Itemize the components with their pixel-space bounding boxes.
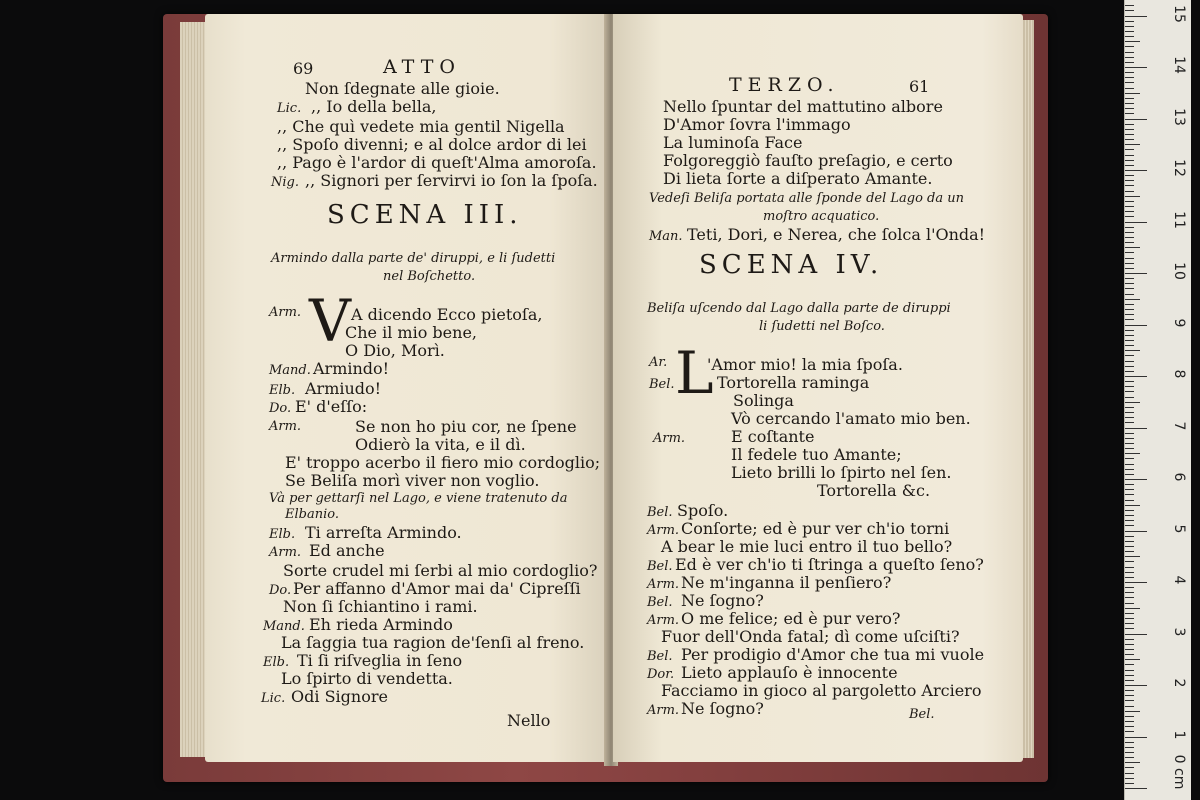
drop-cap: L (675, 339, 714, 407)
ruler-tick (1125, 634, 1147, 635)
speaker-label: Arm. (647, 613, 680, 628)
ruler-tick (1125, 757, 1134, 758)
text-line: Ti arreſta Armindo. (305, 523, 462, 542)
ruler-tick (1125, 659, 1140, 660)
speaker-label: Elb. (269, 527, 296, 542)
stage-direction: Elbanio. (285, 507, 339, 522)
ruler-tick (1125, 283, 1134, 284)
ruler-tick (1125, 160, 1134, 161)
speaker-label: Arm. (269, 305, 302, 320)
ruler-tick (1125, 752, 1134, 753)
ruler-tick (1125, 675, 1134, 676)
ruler-tick (1125, 664, 1134, 665)
ruler-tick (1125, 407, 1134, 408)
text-line: ,, Signori per ſervirvi io ſon la ſpoſa. (305, 171, 598, 190)
speaker-label: Arm. (653, 431, 686, 446)
ruler-tick (1125, 247, 1140, 248)
page-number: 61 (909, 77, 930, 96)
text-line: Facciamo in gioco al pargoletto Arciero (661, 681, 982, 700)
ruler-tick (1125, 288, 1134, 289)
ruler-tick (1125, 216, 1134, 217)
ruler-tick (1125, 77, 1134, 78)
ruler-tick (1125, 443, 1134, 444)
ruler-number: 9 (1171, 318, 1187, 327)
ruler-tick (1125, 623, 1134, 624)
ruler-tick (1125, 46, 1134, 47)
ruler-tick (1125, 422, 1134, 423)
ruler-tick (1125, 325, 1147, 326)
ruler-tick (1125, 201, 1134, 202)
speaker-label: Elb. (269, 383, 296, 398)
text-line: Non ſi ſchiantino i rami. (283, 597, 478, 616)
ruler-tick (1125, 531, 1147, 532)
stage-direction: Beliſa uſcendo dal Lago dalla parte de diruppi (647, 301, 951, 316)
ruler-tick (1125, 252, 1134, 253)
ruler-tick (1125, 464, 1134, 465)
ruler-tick (1125, 185, 1134, 186)
ruler-number: 3 (1171, 627, 1187, 636)
ruler-tick (1125, 129, 1134, 130)
speaker-label: Bel. (647, 649, 673, 664)
ruler-tick (1125, 520, 1134, 521)
speaker-label: Lic. (261, 691, 286, 706)
ruler-tick (1125, 397, 1134, 398)
ruler-tick (1125, 350, 1140, 351)
speaker-label: Arm. (269, 419, 302, 434)
text-line: Per prodigio d'Amor che tua mi vuole (681, 645, 985, 664)
ruler-number: 1 (1171, 730, 1187, 739)
text-line: Di lieta ſorte a diſperato Amante. (663, 169, 933, 188)
ruler-tick (1125, 541, 1134, 542)
text-line: La ſaggia tua ragion de'ſenſi al freno. (281, 633, 585, 652)
ruler-number: 15 (1171, 4, 1187, 23)
text-line: Se Beliſa morì viver non voglio. (285, 471, 540, 490)
ruler-tick (1125, 119, 1147, 120)
ruler-number: 11 (1171, 210, 1187, 229)
ruler-tick (1125, 103, 1134, 104)
text-line: Tortorella &c. (817, 481, 931, 500)
text-line: E' d'eſſo: (295, 397, 368, 416)
ruler-number: 2 (1171, 678, 1187, 688)
ruler-tick (1125, 134, 1134, 135)
ruler-tick (1125, 62, 1134, 63)
text-line: Che il mio bene, (345, 323, 477, 342)
ruler-tick (1125, 587, 1134, 588)
speaker-label: Arm. (647, 703, 680, 718)
ruler-tick (1125, 582, 1147, 583)
stage-direction: Vedeſi Beliſa portata alle ſponde del Lago da un (649, 191, 964, 206)
text-line: Vò cercando l'amato mio ben. (731, 409, 971, 428)
ruler-tick (1125, 639, 1134, 640)
speaker-label: Arm. (269, 545, 302, 560)
ruler-tick (1125, 479, 1147, 480)
ruler-tick (1125, 57, 1134, 58)
speaker-label: Elb. (263, 655, 290, 670)
ruler-tick (1125, 608, 1140, 609)
ruler-tick (1125, 155, 1134, 156)
ruler-tick (1125, 494, 1134, 495)
text-line: Se non ho piu cor, ne ſpene (355, 417, 577, 436)
ruler-tick (1125, 716, 1134, 717)
speaker-label: Do. (269, 583, 292, 598)
ruler-tick (1125, 294, 1134, 295)
ruler-tick (1125, 778, 1134, 779)
ruler-tick (1125, 376, 1147, 377)
catchword: Bel. (909, 707, 935, 722)
page-number: 69 (293, 59, 314, 78)
text-line: Sorte crudel mi ſerbi al mio cordoglio? (283, 561, 598, 580)
ruler-tick (1125, 191, 1134, 192)
ruler-tick (1125, 355, 1134, 356)
ruler-tick (1125, 206, 1134, 207)
ruler-tick (1125, 113, 1134, 114)
ruler-tick (1125, 88, 1134, 89)
text-line: Fuor dell'Onda fatal; dì come uſciſti? (661, 627, 960, 646)
text-line: ,, Che quì vedete mia gentil Nigella (277, 117, 565, 136)
ruler-tick (1125, 510, 1134, 511)
ruler-tick (1125, 428, 1147, 429)
left-page (205, 14, 610, 762)
ruler-tick (1125, 36, 1134, 37)
running-head: ATTO (383, 56, 461, 78)
text-line: Lo ſpirto di vendetta. (281, 669, 453, 688)
ruler-tick (1125, 747, 1134, 748)
ruler-tick (1125, 175, 1134, 176)
ruler-tick (1125, 536, 1134, 537)
ruler-tick (1125, 386, 1134, 387)
ruler-number: 0 cm (1171, 754, 1187, 790)
speaker-label: Do. (269, 401, 292, 416)
text-line: Nello ſpuntar del mattutino albore (663, 97, 943, 116)
ruler-number: 14 (1171, 56, 1187, 74)
ruler-tick (1125, 139, 1134, 140)
text-line: A bear le mie luci entro il tuo bello? (661, 537, 953, 556)
ruler-number: 4 (1171, 575, 1187, 585)
ruler-tick (1125, 31, 1134, 32)
ruler-tick (1125, 572, 1134, 573)
ruler-tick (1125, 773, 1134, 774)
ruler-tick (1125, 412, 1134, 413)
ruler-tick (1125, 474, 1134, 475)
measurement-ruler (1124, 0, 1191, 800)
text-line: Spoſo. (677, 501, 729, 520)
ruler-tick (1125, 330, 1134, 331)
speaker-label: Man. (649, 229, 683, 244)
speaker-label: Lic. (277, 101, 302, 116)
ruler-tick (1125, 592, 1134, 593)
text-line: Ed anche (309, 541, 385, 560)
stage-direction: moſtro acquatico. (763, 209, 880, 224)
ruler-tick (1125, 515, 1134, 516)
ruler-tick (1125, 505, 1140, 506)
ruler-tick (1125, 700, 1134, 701)
ruler-tick (1125, 180, 1134, 181)
ruler-tick (1125, 335, 1134, 336)
ruler-tick (1125, 731, 1134, 732)
text-line: E coſtante (731, 427, 815, 446)
ruler-number: 10 (1171, 262, 1187, 280)
ruler-tick (1125, 453, 1140, 454)
ruler-tick (1125, 211, 1134, 212)
ruler-tick (1125, 237, 1134, 238)
ruler-tick (1125, 309, 1134, 310)
ruler-tick (1125, 371, 1134, 372)
ruler-tick (1125, 762, 1140, 763)
ruler-tick (1125, 232, 1134, 233)
ruler-tick (1125, 314, 1134, 315)
text-line: O Dio, Morì. (345, 341, 445, 360)
ruler-tick (1125, 67, 1147, 68)
stage-direction: Và per gettarſi nel Lago, e viene tratenuto da (269, 491, 568, 506)
ruler-tick (1125, 319, 1134, 320)
ruler-tick (1125, 469, 1134, 470)
ruler-tick (1125, 500, 1134, 501)
ruler-tick (1125, 345, 1134, 346)
ruler-tick (1125, 603, 1134, 604)
ruler-tick (1125, 402, 1140, 403)
text-line: ,, Pago è l'ardor di queſt'Alma amoroſa. (277, 153, 597, 172)
ruler-tick (1125, 41, 1140, 42)
ruler-tick (1125, 170, 1147, 171)
text-line: La luminoſa Face (663, 133, 803, 152)
ruler-number: 5 (1171, 524, 1187, 533)
ruler-tick (1125, 21, 1134, 22)
ruler-tick (1125, 227, 1134, 228)
text-line: Ne m'inganna il penſiero? (681, 573, 892, 592)
ruler-tick (1125, 108, 1134, 109)
ruler-tick (1125, 304, 1134, 305)
speaker-label: Bel. (647, 559, 673, 574)
text-line: O me felice; ed è pur vero? (681, 609, 901, 628)
drop-cap: V (309, 287, 351, 355)
ruler-number: 12 (1171, 159, 1187, 177)
ruler-tick (1125, 72, 1134, 73)
catchword: Nello (507, 711, 551, 730)
ruler-tick (1125, 670, 1134, 671)
text-line: Il fedele tuo Amante; (731, 445, 902, 464)
right-page (613, 14, 1023, 762)
ruler-tick (1125, 5, 1134, 6)
ruler-tick (1125, 242, 1134, 243)
text-line: D'Amor ſovra l'immago (663, 115, 851, 134)
ruler-tick (1125, 149, 1134, 150)
ruler-tick (1125, 273, 1147, 274)
ruler-number: 7 (1171, 421, 1187, 430)
ruler-tick (1125, 10, 1134, 11)
text-line: Teti, Dori, e Nerea, che ſolca l'Onda! (687, 225, 986, 244)
text-line: Tortorella raminga (717, 373, 870, 392)
ruler-tick (1125, 82, 1134, 83)
ruler-tick (1125, 690, 1134, 691)
speaker-label: Nig. (271, 175, 299, 190)
text-line: Odierò la vita, e il dì. (355, 435, 526, 454)
ruler-tick (1125, 618, 1134, 619)
text-line: Ne ſogno? (681, 699, 764, 718)
ruler-tick (1125, 685, 1147, 686)
ruler-tick (1125, 340, 1134, 341)
ruler-tick (1125, 458, 1134, 459)
ruler-tick (1125, 417, 1134, 418)
text-line: Armindo! (313, 359, 390, 378)
text-line: Lieto brilli lo ſpirto nel ſen. (731, 463, 952, 482)
speaker-label: Arm. (647, 577, 680, 592)
ruler-tick (1125, 16, 1147, 17)
ruler-tick (1125, 381, 1134, 382)
text-line: E' troppo acerbo il fiero mio cordoglio; (285, 453, 601, 472)
text-line: Folgoreggiò fauſto preſagio, e certo (663, 151, 953, 170)
speaker-label: Ar. (649, 355, 668, 370)
ruler-tick (1125, 783, 1134, 784)
ruler-tick (1125, 222, 1147, 223)
text-line: ,, Io della bella, (311, 97, 437, 116)
ruler-tick (1125, 144, 1140, 145)
ruler-tick (1125, 484, 1134, 485)
page-edges-left (180, 22, 208, 757)
ruler-tick (1125, 438, 1134, 439)
ruler-tick (1125, 680, 1134, 681)
ruler-tick (1125, 726, 1134, 727)
ruler-tick (1125, 644, 1134, 645)
speaker-label: Bel. (649, 377, 675, 392)
stage-direction: Armindo dalla parte de' diruppi, e li ſudetti (271, 251, 556, 266)
ruler-tick (1125, 196, 1140, 197)
ruler-tick (1125, 556, 1140, 557)
text-line: Lieto applauſo è innocente (681, 663, 898, 682)
speaker-label: Arm. (647, 523, 680, 538)
ruler-tick (1125, 767, 1134, 768)
ruler-tick (1125, 695, 1134, 696)
ruler-tick (1125, 448, 1134, 449)
ruler-tick (1125, 654, 1134, 655)
ruler-tick (1125, 742, 1134, 743)
text-line: Ne ſogno? (681, 591, 764, 610)
text-line: Non ſdegnate alle gioie. (305, 79, 500, 98)
speaker-label: Bel. (647, 595, 673, 610)
ruler-tick (1125, 299, 1140, 300)
scene-title: SCENA IV. (699, 250, 884, 280)
ruler-tick (1125, 577, 1134, 578)
ruler-tick (1125, 788, 1147, 789)
speaker-label: Mand. (263, 619, 305, 634)
ruler-tick (1125, 263, 1134, 264)
ruler-tick (1125, 268, 1134, 269)
ruler-tick (1125, 711, 1140, 712)
ruler-tick (1125, 278, 1134, 279)
ruler-tick (1125, 546, 1134, 547)
text-line: Armiudo! (305, 379, 382, 398)
speaker-label: Bel. (647, 505, 673, 520)
ruler-tick (1125, 93, 1140, 94)
ruler-number: 6 (1171, 472, 1187, 482)
text-line: Eh rieda Armindo (309, 615, 453, 634)
ruler-tick (1125, 366, 1134, 367)
text-line: A dicendo Ecco pietoſa, (351, 305, 543, 324)
ruler-tick (1125, 567, 1134, 568)
ruler-tick (1125, 721, 1134, 722)
speaker-label: Dor. (647, 667, 675, 682)
scene-title: SCENA III. (327, 200, 523, 230)
text-line: 'Amor mio! la mia ſpoſa. (707, 355, 903, 374)
ruler-tick (1125, 706, 1134, 707)
ruler-tick (1125, 433, 1134, 434)
speaker-label: Mand. (269, 363, 311, 378)
ruler-tick (1125, 649, 1134, 650)
ruler-tick (1125, 551, 1134, 552)
ruler-tick (1125, 737, 1147, 738)
ruler-tick (1125, 258, 1134, 259)
text-line: Solinga (733, 391, 794, 410)
ruler-tick (1125, 628, 1134, 629)
text-line: ,, Spoſo divenni; e al dolce ardor di lei (277, 135, 587, 154)
ruler-tick (1125, 597, 1134, 598)
text-line: Per affanno d'Amor mai da' Cipreſſi (293, 579, 581, 598)
ruler-tick (1125, 361, 1134, 362)
ruler-tick (1125, 489, 1134, 490)
ruler-tick (1125, 98, 1134, 99)
text-line: Ed è ver ch'io ti ſtringa a queſto ſeno? (675, 555, 984, 574)
text-line: Ti ſi riſveglia in ſeno (297, 651, 463, 670)
ruler-tick (1125, 525, 1134, 526)
ruler-tick (1125, 165, 1134, 166)
ruler-number: 13 (1171, 107, 1187, 126)
ruler-tick (1125, 613, 1134, 614)
ruler-tick (1125, 26, 1134, 27)
stage-direction: nel Boſchetto. (383, 269, 476, 284)
running-head: TERZO. (729, 74, 840, 96)
stage-direction: li ſudetti nel Boſco. (759, 319, 885, 334)
ruler-tick (1125, 561, 1134, 562)
ruler-tick (1125, 124, 1134, 125)
ruler-tick (1125, 391, 1134, 392)
text-line: Odi Signore (291, 687, 388, 706)
ruler-tick (1125, 52, 1134, 53)
ruler-number: 8 (1171, 369, 1187, 379)
text-line: Conſorte; ed è pur ver ch'io torni (681, 519, 950, 538)
